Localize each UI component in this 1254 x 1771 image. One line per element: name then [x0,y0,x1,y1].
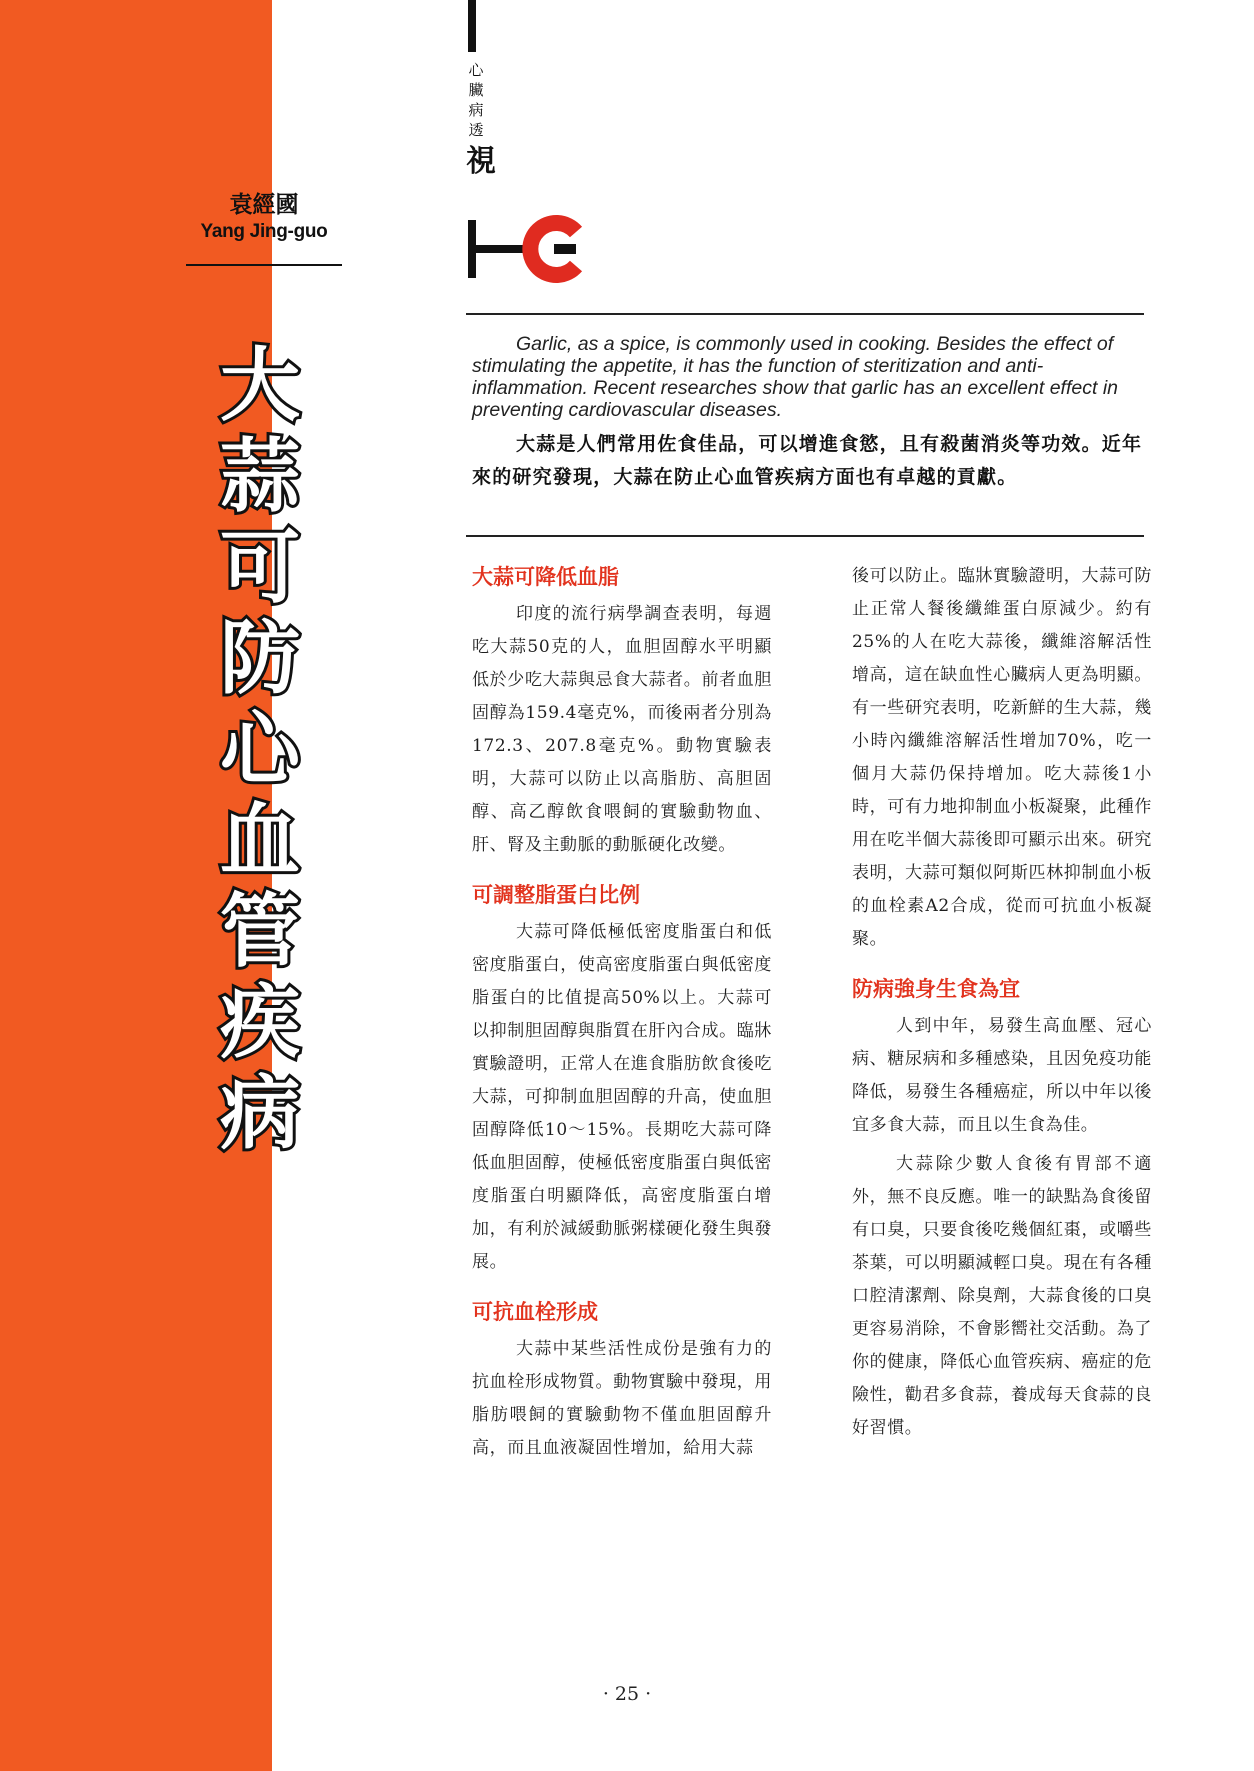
section-heading: 可抗血栓形成 [472,1300,598,1324]
column-label-big-char: 視 [466,144,496,179]
column-label-char: 心 [468,61,484,79]
author-block [186,190,342,244]
intro-english: Garlic, as a spice, is commonly used in cooking. Besides the effect of stimulating the appetite, it has the function of steritization and anti-inflammation. Recent researches show that garlic has an excellent effect in preventing cardiovascular diseases. [472,333,1118,421]
page-number: · 25 · [602,1683,652,1705]
title-char: 血 [220,794,300,887]
author-name-en: Yang Jing-guo [200,221,328,242]
text-column-left [472,560,772,1465]
author-name-cn: 袁經國 [229,192,299,218]
title-char: 可 [220,521,300,614]
column-label-char: 病 [468,101,484,119]
title-char: 防 [220,612,300,705]
section-paragraph-continued: 後可以防止。臨牀實驗證明，大蒜可防止正常人餐後纖維蛋白原減少。約有25%的人在吃大蒜後，纖維溶解活性增高，這在缺血性心臟病人更為明顯。有一些研究表明，吃新鮮的生大蒜，幾小時內纖維溶解活性增加70%，吃一個月大蒜仍保持增加。吃大蒜後1小時，可有力地抑制血小板凝聚，此種作用在吃半個大蒜後即可顯示出來。研究表明，大蒜可類似阿斯匹林抑制血小板的血栓素A2合成，從而可抗血小板凝聚。 [852,566,1152,949]
section-heading: 防病強身生食為宜 [852,977,1020,1001]
title-char: 心 [220,703,300,796]
section-heading: 大蒜可降低血脂 [472,565,619,589]
title-char: 大 [220,339,300,432]
text-column-right [852,560,1152,1445]
title-char: 管 [220,885,300,978]
column-label-char: 透 [468,121,484,139]
section-paragraph: 印度的流行病學調查表明，每週吃大蒜50克的人，血胆固醇水平明顯低於少吃大蒜與忌食大蒜者。前者血胆固醇為159.4毫克%，而後兩者分別為172.3、207.8毫克%。動物實驗表明，大蒜可以防止以高脂肪、高胆固醇、高乙醇飲食喂飼的實驗動物血、肝、腎及主動脈的動脈硬化改變。 [472,604,772,855]
section-heading: 可調整脂蛋白比例 [472,883,640,907]
section-paragraph: 大蒜中某些活性成份是強有力的抗血栓形成物質。動物實驗中發現，用脂肪喂飼的實驗動物不僅血胆固醇升高，而且血液凝固性增加，給用大蒜 [472,1339,772,1458]
column-label-char: 臟 [468,81,484,99]
bottom-rule [466,535,1144,537]
title-char: 病 [220,1067,300,1160]
top-rule [466,313,1144,315]
column-label [466,60,496,180]
section-paragraph: 人到中年，易發生高血壓、冠心病、糖尿病和多種感染，且因免疫功能降低，易發生各種癌症，所以中年以後宜多食大蒜，而且以生食為佳。 [852,1016,1152,1135]
section-paragraph: 大蒜可降低極低密度脂蛋白和低密度脂蛋白，使高密度脂蛋白與低密度脂蛋白的比值提高50%以上。大蒜可以抑制胆固醇與脂質在肝內合成。臨牀實驗證明，正常人在進食脂肪飲食後吃大蒜，可抑制血胆固醇的升高，使血胆固醇降低10～15%。長期吃大蒜可降低血胆固醇，使極低密度脂蛋白與低密度脂蛋白明顯降低，高密度脂蛋白增加，有利於減緩動脈粥樣硬化發生與發展。 [472,922,772,1272]
title-char: 疾 [220,976,300,1069]
intro-chinese: 大蒜是人們常用佐食佳品，可以增進食慾，且有殺菌消炎等功效。近年來的研究發現，大蒜在防止心血管疾病方面也有卓越的貢獻。 [472,433,1143,488]
section-paragraph: 大蒜除少數人食後有胃部不適外，無不良反應。唯一的缺點為食後留有口臭，只要食後吃幾個紅棗，或嚼些茶葉，可以明顯減輕口臭。現在有各種口腔清潔劑、除臭劑，大蒜食後的口臭更容易消除，不會影嚮社交活動。為了你的健康，降低心血管疾病、癌症的危險性，勸君多食蒜，養成每天食蒜的良好習慣。 [852,1154,1152,1438]
author-underline [186,264,342,266]
article-title [205,340,315,1159]
title-char: 蒜 [220,430,300,523]
